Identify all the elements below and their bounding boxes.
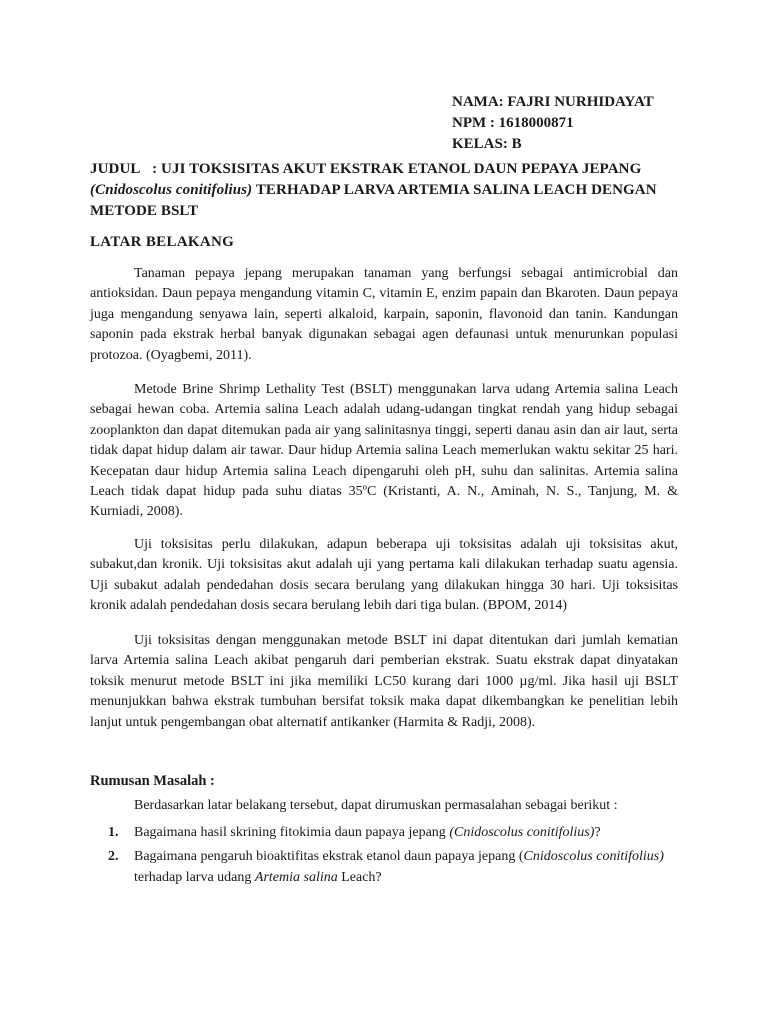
list-number: 1. [108, 825, 119, 840]
list-item [108, 846, 668, 888]
title-separator: : [152, 161, 158, 177]
list-italic: Cnidoscolus conitifolius) [523, 849, 664, 864]
rumusan-intro: Berdasarkan latar belakang tersebut, dapat dirumuskan permasalahan sebagai berikut : [134, 798, 618, 813]
student-name: NAMA: FAJRI NURHIDAYAT [452, 94, 654, 110]
rumusan-list [108, 822, 668, 891]
title-label: JUDUL [90, 161, 141, 177]
list-number: 2. [108, 849, 119, 864]
title-part1: UJI TOKSISITAS AKUT EKSTRAK ETANOL DAUN PEPAYA JEPANG [161, 161, 642, 177]
paragraph-4: Uji toksisitas dengan menggunakan metode BSLT ini dapat ditentukan dari jumlah kematian larva Artemia salina Leach akibat pengaruh dari pemberian ekstrak. Suatu ekstrak dapat dinyatakan toksik menurut metode BSLT ini jika memiliki LC50 kurang dari 1000 µg/ml. Jika hasil uji BSLT menunjukkan bahwa ekstrak tumbuhan bersifat toksik maka dapat dikembangkan ke penelitian lebih lanjut untuk pengembangan obat alternatif antikanker (Harmita & Radji, 2008). [90, 633, 678, 730]
title-species: (Cnidoscolus conitifolius) [90, 182, 253, 198]
list-text-end: Leach? [337, 870, 382, 885]
list-text-middle: terhadap larva udang [134, 870, 255, 885]
list-italic: (Cnidoscolus conitifolius) [449, 825, 595, 840]
document-title [90, 159, 670, 222]
title-part2: TERHADAP LARVA ARTEMIA SALINA LEACH DENGAN METODE BSLT [90, 182, 657, 219]
list-text-end: ? [594, 825, 601, 840]
list-italic-2: Artemia salina [254, 870, 338, 885]
list-text: Bagaimana hasil skrining fitokimia daun papaya jepang [134, 825, 450, 840]
section-heading-rumusan: Rumusan Masalah : [90, 773, 215, 789]
paragraph-2: Metode Brine Shrimp Lethality Test (BSLT) menggunakan larva udang Artemia salina Leach sebagai hewan coba. Artemia salina Leach adalah udang-udangan tingkat rendah yang hidup sebagai zooplankton dan dapat ditemukan pada air yang salinitasnya tinggi, seperti danau asin dan air laut, serta tidak dapat hidup dalam air tawar. Daur hidup Artemia salina Leach memerlukan waktu sekitar 25 hari. Kecepatan daur hidup Artemia salina Leach dipengaruhi oleh pH, suhu dan salinitas. Artemia salina Leach tidak dapat hidup pada suhu diatas 35ºC (Kristanti, A. N., Aminah, N. S., Tanjung, M. & Kurniadi, 2008). [90, 382, 678, 520]
section-heading-latar-belakang: LATAR BELAKANG [90, 234, 235, 250]
student-npm: NPM : 1618000871 [452, 115, 574, 131]
list-item [108, 822, 668, 843]
paragraph-3: Uji toksisitas perlu dilakukan, adapun beberapa uji toksisitas adalah uji toksisitas akut, subakut,dan kronik. Uji toksisitas akut adalah uji yang pertama kali dilakukan terhadap suatu agensia. Uji subakut adalah pendedahan dosis secara berulang yang dilakukan hingga 30 hari. Uji toksisitas kronik adalah pendedahan dosis secara berulang lebih dari tiga bulan. (BPOM, 2014) [90, 537, 678, 614]
list-text: Bagaimana pengaruh bioaktifitas ekstrak etanol daun papaya jepang ( [134, 849, 524, 864]
student-class: KELAS: B [452, 136, 522, 152]
paragraph-1: Tanaman pepaya jepang merupakan tanaman yang berfungsi sebagai antimicrobial dan antioksidan. Daun pepaya mengandung vitamin C, vitamin E, enzim papain dan Bkaroten. Daun pepaya juga mengandung senyawa lain, seperti alkaloid, karpain, saponin, flavonoid dan tanin. Kandungan saponin pada ekstrak herbal banyak digunakan sebagai agen defaunasi untuk menurunkan populasi protozoa. (Oyagbemi, 2011). [90, 266, 678, 363]
student-identity [452, 92, 654, 155]
